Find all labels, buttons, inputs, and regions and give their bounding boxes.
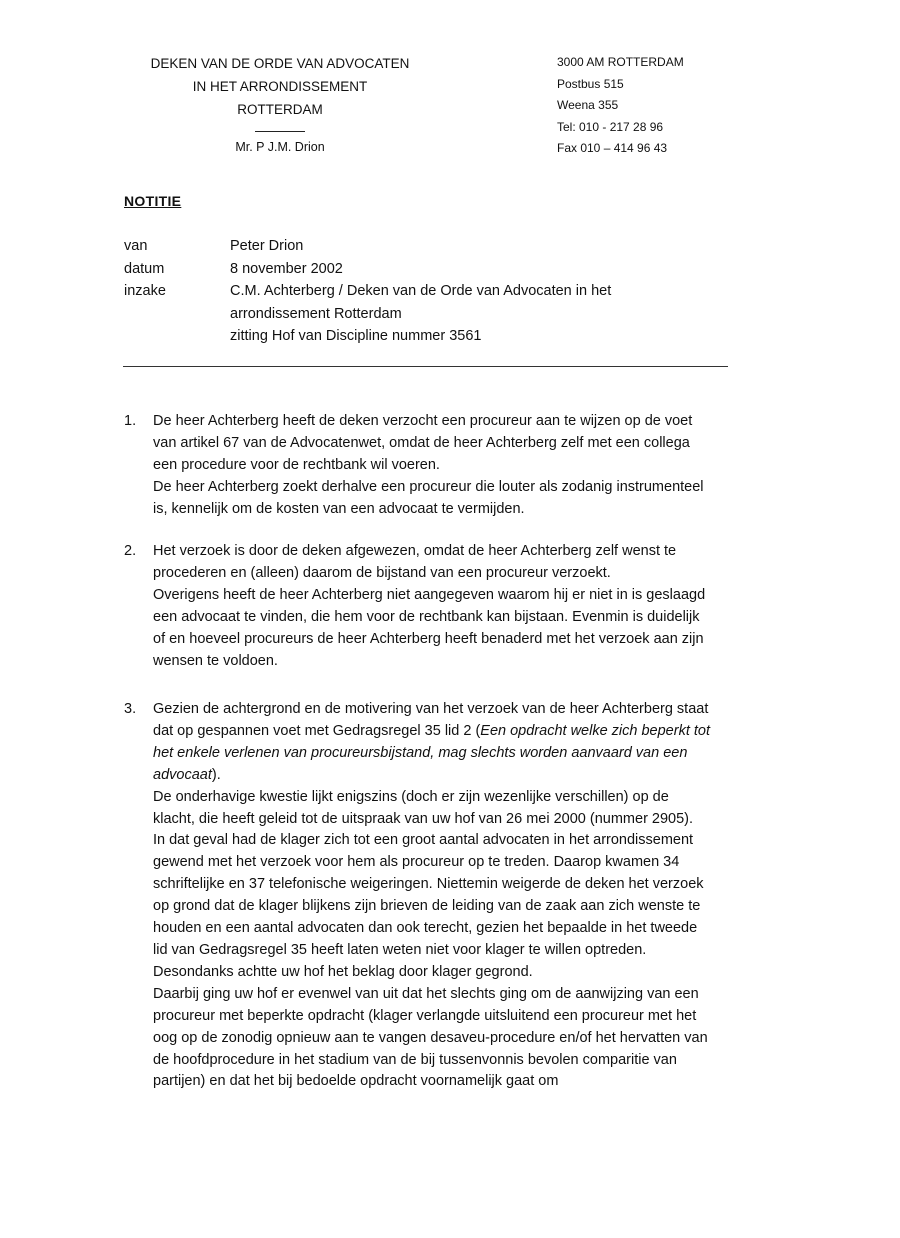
org-line: IN HET ARRONDISSEMENT: [192, 79, 368, 94]
letterhead-address: [557, 52, 684, 160]
letterhead-organization: [130, 52, 430, 156]
meta-value: [230, 280, 650, 348]
paragraph-number: 2.: [124, 543, 137, 559]
org-line: ROTTERDAM: [237, 102, 323, 117]
meta-value-line: zitting Hof van Discipline nummer 3561: [230, 328, 482, 344]
quoted-rule-text: Een opdracht welke zich beperkt tot: [480, 722, 710, 739]
paragraph-3: [124, 699, 734, 1093]
meta-label: datum: [124, 260, 165, 277]
meta-value-line: Peter Drion: [230, 238, 304, 254]
meta-label: van: [124, 238, 148, 254]
text-line: Daarbij ging uw hof er evenwel van uit dat het slechts ging om de aanwijzing van een: [153, 985, 699, 1002]
address-line: Weena 355: [557, 98, 619, 113]
address-line: Tel: 010 - 217 28 96: [557, 119, 664, 134]
text-line: een advocaat te vinden, die hem voor de rechtbank kan bijstaan. Evenmin is duidelijk: [153, 608, 700, 625]
meta-value: [230, 258, 650, 281]
text-line: gewend met het verzoek voor hem als procureur op te treden. Daarop kwamen 34: [153, 854, 680, 871]
paragraph-body: [153, 541, 734, 672]
text-line: procederen en (alleen) daarom de bijstand van een procureur verzoekt.: [153, 564, 611, 581]
org-line: DEKEN VAN DE ORDE VAN ADVOCATEN: [150, 56, 410, 71]
paragraph-2: [124, 541, 734, 672]
meta-row-van: [124, 235, 650, 258]
text-line: of en hoeveel procureurs de heer Achterberg heeft benaderd met het verzoek aan zijn: [153, 630, 704, 647]
text-line: De onderhavige kwestie lijkt enigszins (doch er zijn wezenlijke verschillen) op de: [153, 788, 669, 805]
document-title: NOTITIE: [124, 193, 182, 209]
text-plain: dat op gespannen voet met Gedragsregel 35 lid 2 (: [153, 722, 481, 739]
address-line: 3000 AM ROTTERDAM: [557, 55, 684, 69]
text-plain: ).: [211, 766, 221, 783]
paragraph-1: [124, 411, 734, 521]
text-line: De heer Achterberg heeft de deken verzocht een procureur aan te wijzen op de voet: [153, 413, 693, 429]
text-line: Het verzoek is door de deken afgewezen, omdat de heer Achterberg zelf wenst te: [153, 543, 677, 559]
text-line: oog op de zonodig opnieuw aan te vangen desaveu-procedure en/of het hervatten van: [153, 1029, 708, 1046]
quoted-rule-text: advocaat: [153, 766, 212, 783]
address-line: Postbus 515: [557, 76, 624, 91]
meta-value-line: C.M. Achterberg / Deken van de Orde van Advocaten in het: [230, 283, 612, 299]
memo-metadata: [124, 235, 650, 348]
paragraph-body: [153, 699, 734, 1093]
address-line: Fax 010 – 414 96 43: [557, 141, 668, 156]
text-line: wensen te voldoen.: [153, 652, 278, 669]
meta-row-datum: [124, 258, 650, 281]
meta-value-line: arrondissement Rotterdam: [230, 305, 402, 322]
letterhead-divider: [255, 131, 305, 132]
text-line: houden en een aantal advocaten dan ook terecht, gezien het bepaalde in het tweede: [153, 920, 698, 937]
text-line: Gezien de achtergrond en de motivering van het verzoek van de heer Achterberg staat: [153, 701, 709, 717]
meta-value: [230, 235, 650, 258]
text-line: [153, 765, 734, 787]
text-line: [153, 743, 734, 765]
text-line: een procedure voor de rechtbank wil voeren.: [153, 456, 440, 473]
text-line: lid van Gedragsregel 35 heeft laten weten niet voor klager te willen optreden.: [153, 941, 647, 958]
paragraph-number: 1.: [124, 413, 137, 429]
letterhead-name: Mr. P J.M. Drion: [235, 140, 325, 154]
quoted-rule-text: het enkele verlenen van procureursbijstand, mag slechts worden aanvaard van een: [153, 744, 688, 761]
paragraph-body: [153, 411, 734, 521]
text-line: is, kennelijk om de kosten van een advocaat te vermijden.: [153, 500, 525, 517]
text-line: Overigens heeft de heer Achterberg niet aangegeven waarom hij er niet in is geslaagd: [153, 586, 706, 603]
text-line: partijen) en dat het bij bedoelde opdracht voornamelijk gaat om: [153, 1073, 559, 1090]
text-line: Desondanks achtte uw hof het beklag door klager gegrond.: [153, 963, 533, 980]
text-line: [153, 721, 734, 743]
text-line: De heer Achterberg zoekt derhalve een procureur die louter als zodanig instrumenteel: [153, 478, 704, 495]
meta-row-inzake: [124, 280, 650, 348]
header-divider: [123, 366, 728, 367]
text-line: schriftelijke en 37 telefonische weigeringen. Niettemin weigerde de deken het verzoek: [153, 876, 704, 893]
text-line: op grond dat de klager blijkens zijn brieven de leiding van de zaak aan zich wenste te: [153, 898, 701, 915]
text-line: In dat geval had de klager zich tot een groot aantal advocaten in het arrondissement: [153, 832, 694, 849]
paragraph-number: 3.: [124, 701, 137, 717]
text-line: van artikel 67 van de Advocatenwet, omdat de heer Achterberg zelf met een collega: [153, 434, 690, 451]
meta-label: inzake: [124, 283, 166, 299]
text-line: procureur met beperkte opdracht (klager verlangde uitsluitend een procureur met het: [153, 1007, 697, 1024]
meta-value-line: 8 november 2002: [230, 260, 343, 277]
text-line: de hoofdprocedure in het stadium van de bij tussenvonnis bevolen comparitie van: [153, 1051, 677, 1068]
text-line: klacht, die heeft geleid tot de uitspraak van uw hof van 26 mei 2000 (nummer 2905).: [153, 810, 694, 827]
